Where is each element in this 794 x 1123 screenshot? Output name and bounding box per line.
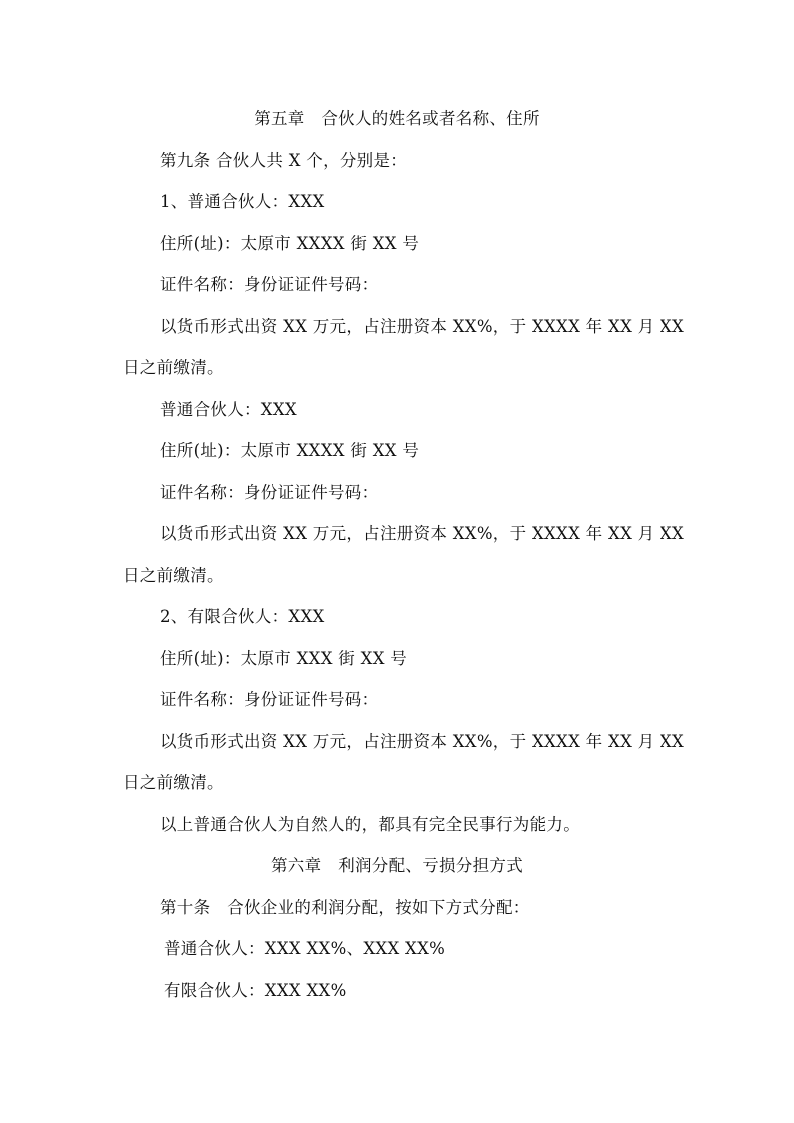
partner-2-contribution-line-1: 以货币形式出资 XX 万元，占注册资本 XX%，于 XXXX 年 XX 月 XX <box>160 524 685 543</box>
partner-2-address: 住所(址)：太原市 XXXX 街 XX 号 <box>160 441 420 460</box>
partner-2-label: 普通合伙人：XXX <box>160 400 297 419</box>
partner-1-id: 证件名称：身份证证件号码： <box>160 275 379 294</box>
partner-3-address: 住所(址)：太原市 XXX 街 XX 号 <box>160 649 408 668</box>
partner-3-contribution-line-1: 以货币形式出资 XX 万元，占注册资本 XX%，于 XXXX 年 XX 月 XX <box>160 732 685 751</box>
partner-1-contribution-line-1: 以货币形式出资 XX 万元，占注册资本 XX%，于 XXXX 年 XX 月 XX <box>160 317 685 336</box>
partner-2-id: 证件名称：身份证证件号码： <box>160 483 379 502</box>
partner-3-id: 证件名称：身份证证件号码： <box>160 690 379 709</box>
general-partners-share: 普通合伙人：XXX XX%、XXX XX% <box>164 939 446 958</box>
partner-2-contribution-line-2: 日之前缴清。 <box>123 566 224 585</box>
partner-1-address: 住所(址)：太原市 XXXX 街 XX 号 <box>160 234 420 253</box>
partner-3-contribution-line-2: 日之前缴清。 <box>123 773 224 792</box>
capacity-statement: 以上普通合伙人为自然人的，都具有完全民事行为能力。 <box>160 815 580 834</box>
chapter-5-title: 第五章 合伙人的姓名或者名称、住所 <box>254 109 540 128</box>
limited-partners-share: 有限合伙人：XXX XX% <box>164 981 347 1000</box>
article-10: 第十条 合伙企业的利润分配，按如下方式分配： <box>160 898 530 917</box>
partner-1-label: 1、普通合伙人：XXX <box>160 192 325 211</box>
partner-1-contribution-line-2: 日之前缴清。 <box>123 358 224 377</box>
partner-3-label: 2、有限合伙人：XXX <box>160 607 325 626</box>
chapter-6-title: 第六章 利润分配、亏损分担方式 <box>271 856 523 875</box>
article-9: 第九条 合伙人共 X 个，分别是： <box>160 151 408 170</box>
